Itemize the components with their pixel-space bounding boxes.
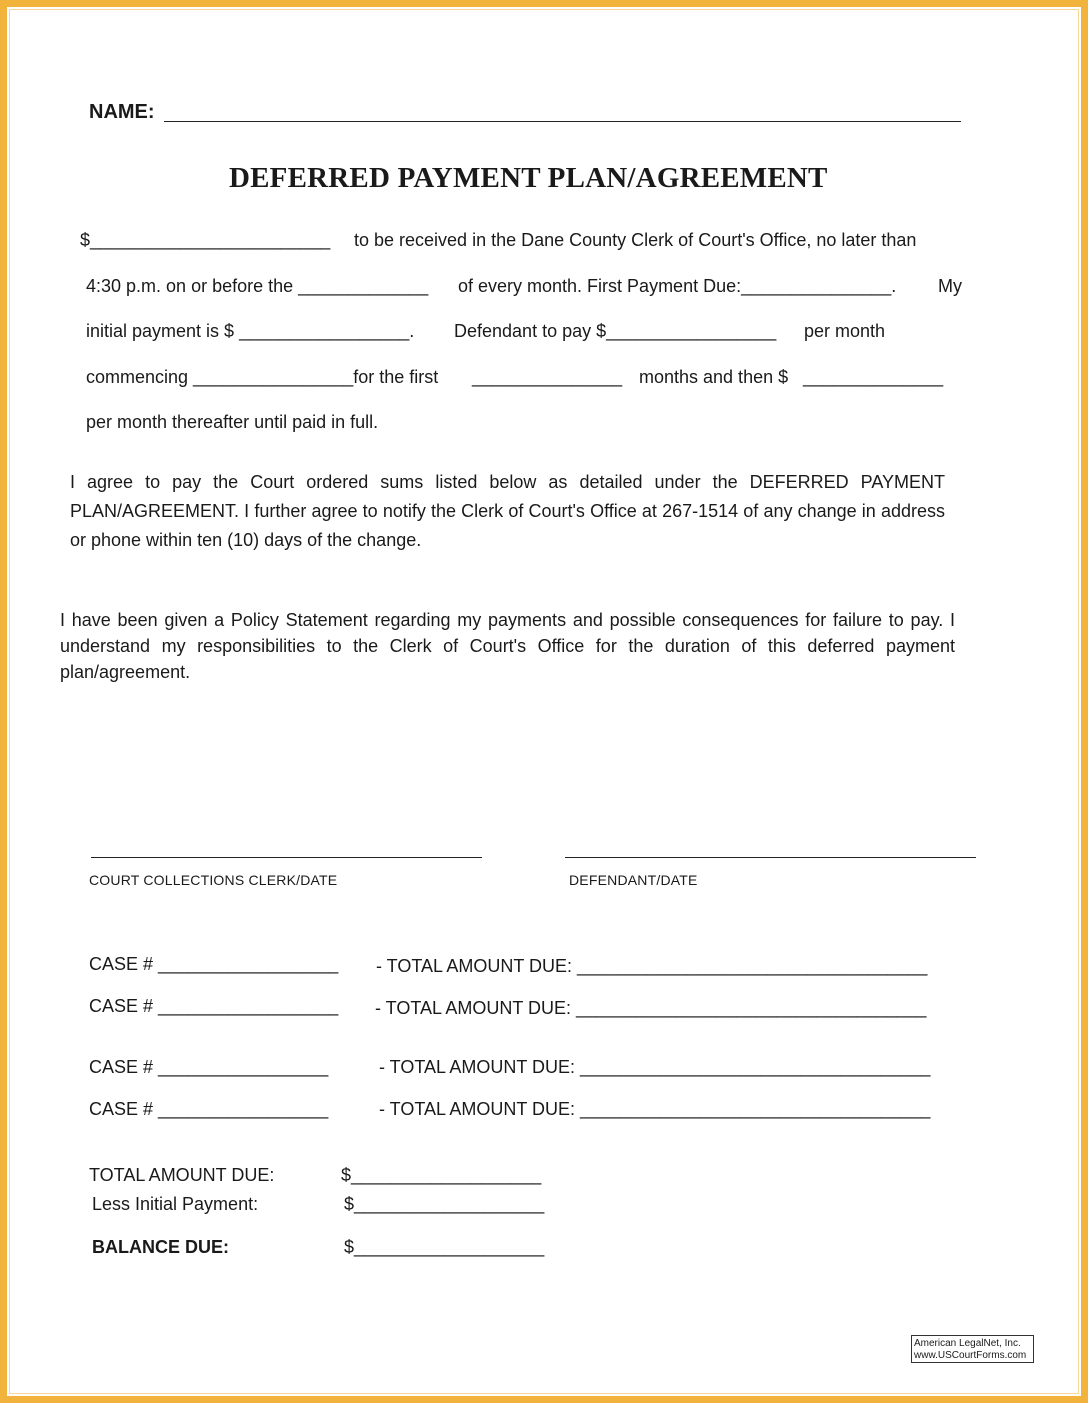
summary-initial-label: Less Initial Payment: <box>92 1194 259 1214</box>
terms-initial-payment: initial payment is $ _________________. <box>86 321 415 341</box>
case-total-3[interactable]: - TOTAL AMOUNT DUE: ___________________________________ <box>379 1057 931 1077</box>
summary-initial-value[interactable]: $___________________ <box>344 1194 545 1214</box>
terms-per-month: per month <box>804 321 886 341</box>
terms-line2-first-payment: of every month. First Payment Due:_______________. <box>458 276 897 296</box>
document-title: DEFERRED PAYMENT PLAN/AGREEMENT <box>229 162 828 194</box>
case-number-2[interactable]: CASE # __________________ <box>89 996 339 1016</box>
summary-balance-value[interactable]: $___________________ <box>344 1237 545 1257</box>
terms-commencing: commencing ________________for the first <box>86 367 439 387</box>
summary-balance-label: BALANCE DUE: <box>92 1237 229 1257</box>
publisher-stamp <box>911 1335 1034 1363</box>
case-number-3[interactable]: CASE # _________________ <box>89 1057 329 1077</box>
terms-line2-day: 4:30 p.m. on or before the _____________ <box>86 276 429 296</box>
stamp-line-1: American LegalNet, Inc. <box>914 1338 1021 1349</box>
policy-paragraph: I have been given a Policy Statement regarding my payments and possible consequences for failure to pay. I understand my responsibilities to the Clerk of Court's Office for the duration of this deferred payment plan/agreement. <box>60 610 955 682</box>
terms-months-then: months and then $ <box>639 367 789 387</box>
stamp-line-2: www.USCourtForms.com <box>914 1350 1027 1361</box>
agreement-paragraph: I agree to pay the Court ordered sums listed below as detailed under the DEFERRED PAYMENT PLAN/AGREEMENT. I further agree to notify the Clerk of Court's Office at 267-1514 of any change in address or phone within ten (10) days of the change. <box>70 472 945 550</box>
page-inner-border <box>9 9 1079 1394</box>
clerk-signature-line[interactable] <box>91 857 482 858</box>
case-total-1[interactable]: - TOTAL AMOUNT DUE: ___________________________________ <box>376 956 928 976</box>
terms-until-paid: per month thereafter until paid in full. <box>86 412 379 432</box>
case-total-4[interactable]: - TOTAL AMOUNT DUE: ___________________________________ <box>379 1099 931 1119</box>
name-field-line[interactable] <box>164 121 961 122</box>
amount-blank[interactable]: $________________________ <box>80 230 331 250</box>
case-total-2[interactable]: - TOTAL AMOUNT DUE: ___________________________________ <box>375 998 927 1018</box>
summary-total-value[interactable]: $___________________ <box>341 1165 542 1185</box>
case-number-4[interactable]: CASE # _________________ <box>89 1099 329 1119</box>
clerk-signature-label: COURT COLLECTIONS CLERK/DATE <box>89 872 338 888</box>
defendant-signature-line[interactable] <box>565 857 976 858</box>
name-label: NAME: <box>89 101 155 123</box>
terms-months-blank[interactable]: _______________ <box>472 367 623 387</box>
terms-defendant-pay: Defendant to pay $_________________ <box>454 321 777 341</box>
terms-line2-my: My <box>938 276 962 296</box>
terms-then-amount-blank[interactable]: ______________ <box>803 367 944 387</box>
summary-total-label: TOTAL AMOUNT DUE: <box>89 1165 275 1185</box>
terms-line1-text: to be received in the Dane County Clerk of Court's Office, no later than <box>354 230 917 250</box>
defendant-signature-label: DEFENDANT/DATE <box>569 872 698 888</box>
case-number-1[interactable]: CASE # __________________ <box>89 954 339 974</box>
